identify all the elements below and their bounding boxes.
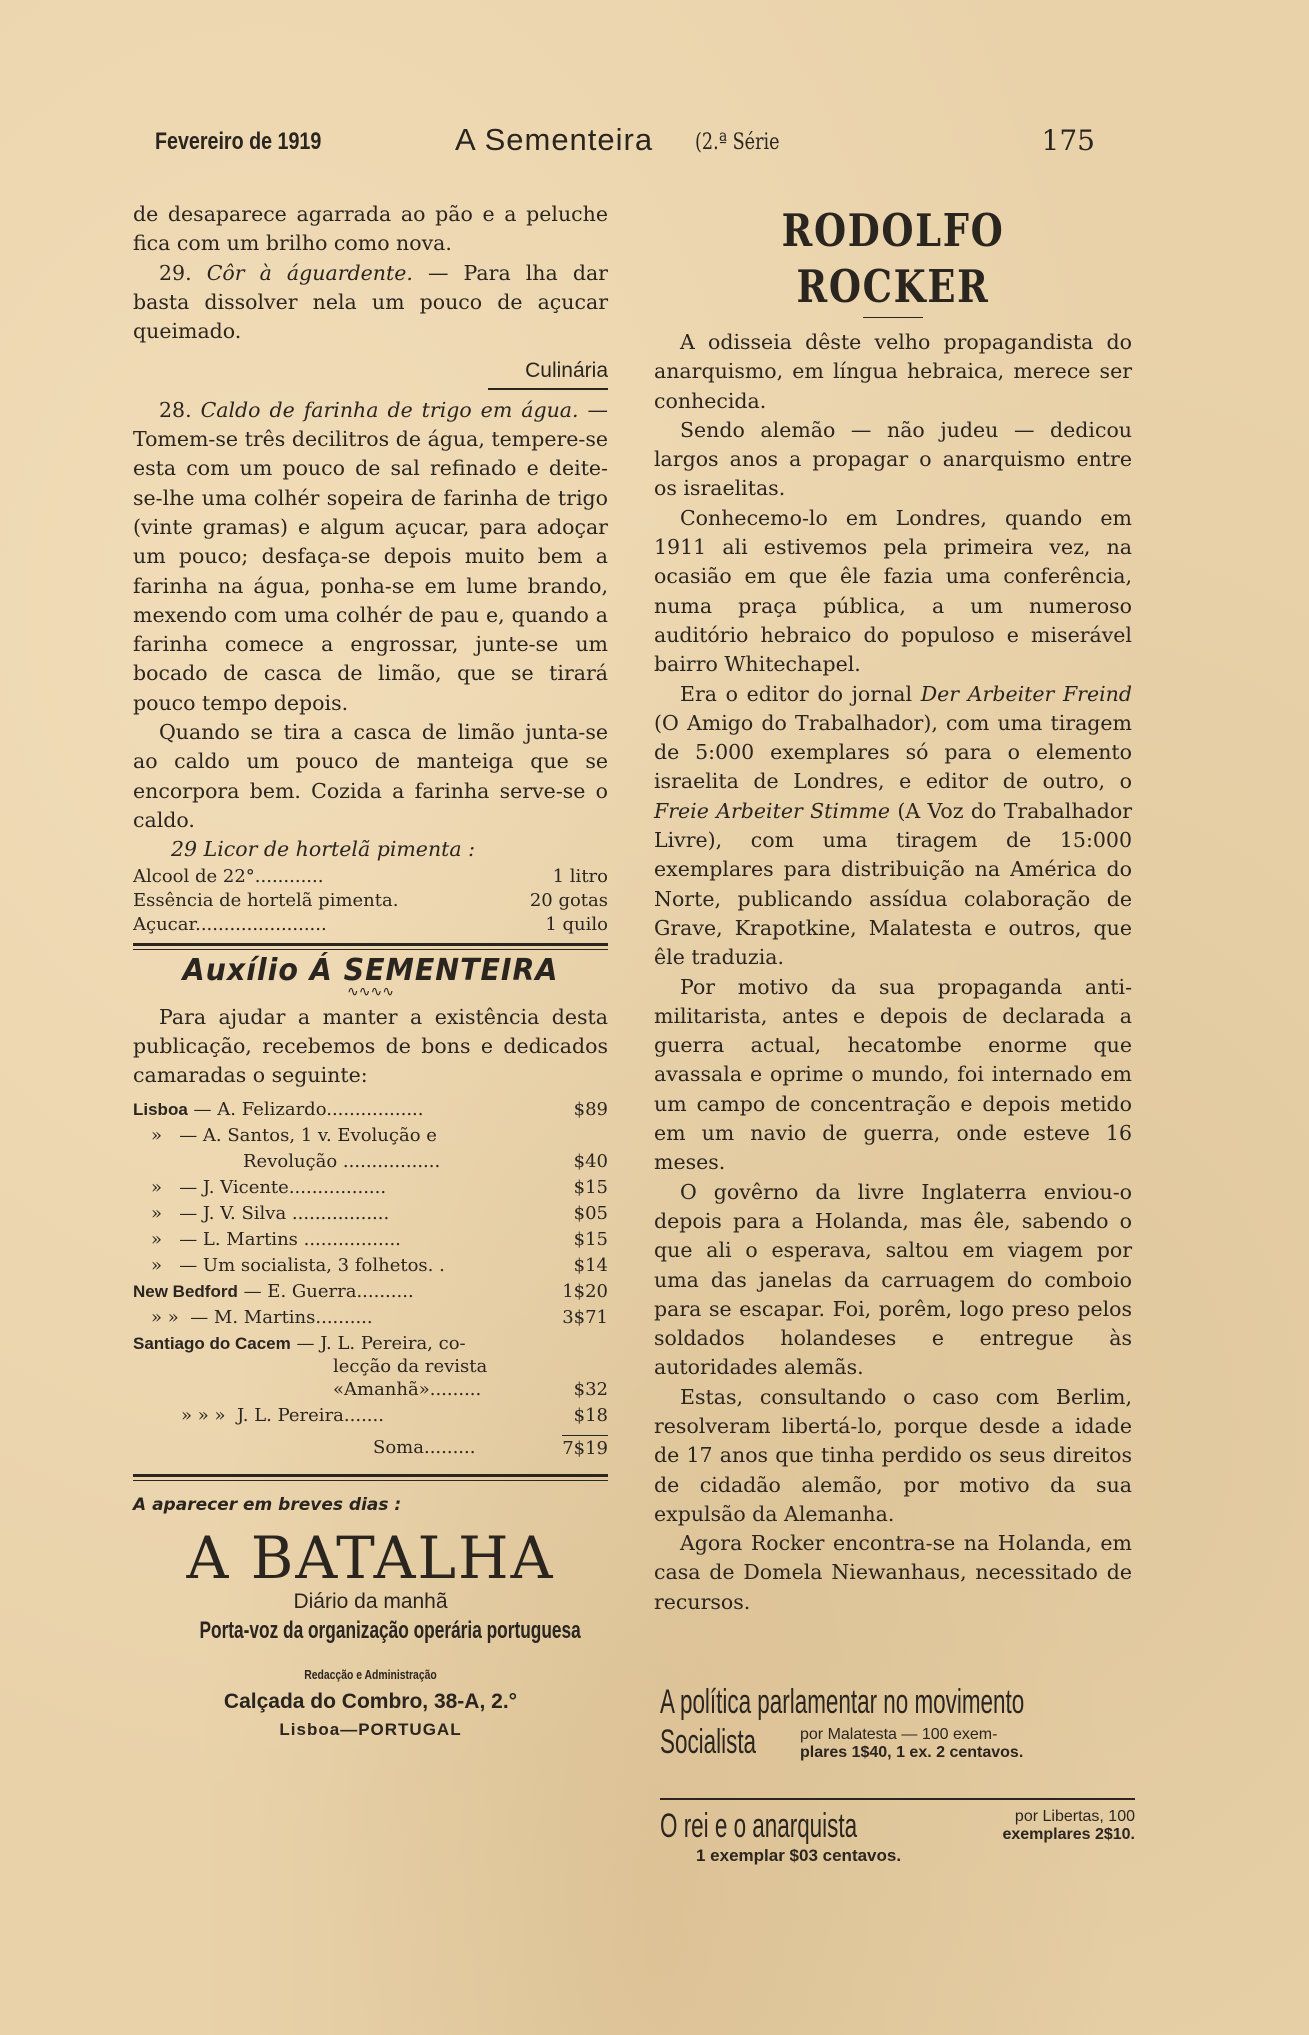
- donation-city: »: [151, 1228, 163, 1250]
- donation-amount: 3$71: [562, 1306, 608, 1328]
- advert-intro: A aparecer em breves dias :: [133, 1494, 402, 1515]
- ingredient-name: Açucar.......................: [133, 913, 327, 935]
- donation-donor: Revolução .................: [243, 1150, 441, 1172]
- donation-row: [133, 1357, 608, 1377]
- donation-amount: $05: [573, 1202, 608, 1224]
- header-series: (2.ª Série: [695, 130, 780, 155]
- donation-donor: — J. Vicente.................: [179, 1176, 387, 1198]
- donation-donor: — A. Santos, 1 v. Evolução e: [179, 1124, 437, 1146]
- item-number: 29.: [159, 260, 192, 285]
- donation-city: »: [151, 1254, 163, 1276]
- paragraph: Conhecemo-lo em Londres, quando em 1911 ali estivemos pela primeira vez, na ocasião em que êle fazia uma conferência, numa praça pública, a um numeroso auditório hebraico do populoso e miserável bairro Whitechapel.: [654, 505, 1132, 677]
- advert-detail: 1 exemplar $03 centavos.: [696, 1846, 902, 1865]
- donation-row: [133, 1253, 608, 1279]
- paragraph: Quando se tira a casca de limão junta-se ao caldo um pouco de manteiga que se encorpora bem. Cozida a farinha serve-se o caldo.: [133, 720, 608, 832]
- donation-donor: «Amanhã».........: [333, 1378, 482, 1400]
- ingredient-row: [133, 913, 608, 937]
- text-span: (O Amigo do Trabalhador), com uma tiragem de 5:000 exemplares só para o elemento israelita de Londres, e editor de outro, o: [654, 710, 1132, 794]
- donation-amount: $18: [573, 1404, 608, 1426]
- donation-amount: $40: [573, 1150, 608, 1172]
- donation-amount: $14: [573, 1254, 608, 1276]
- donation-city: »: [151, 1124, 163, 1146]
- ornament-divider: ∿∿∿∿: [347, 983, 394, 1000]
- recipe-title: 29 Licor de hortelã pimenta :: [171, 837, 476, 862]
- advert-batalha-title: A BATALHA: [186, 1524, 555, 1593]
- page-number: 175: [1041, 124, 1095, 157]
- advert-redacao: Redacção e Administração: [304, 1667, 437, 1683]
- advert-row: [660, 1806, 1135, 1846]
- ingredient-qty: 20 gotas: [529, 889, 608, 911]
- text-span: (A Voz do Trabalhador Livre), com uma tiragem de 15:000 exemplares para distribuição na América do Norte, publicando assídua colaboração de Grave, Krapotkine, Malatesta e outros, que êle traduzia.: [654, 798, 1133, 970]
- item-title: Côr à águardente.: [206, 260, 413, 285]
- divider: [133, 943, 608, 950]
- paragraph: Agora Rocker encontra-se na Holanda, em casa de Domela Niewanhaus, necessitado de recursos.: [654, 1531, 1132, 1614]
- donation-row: [133, 1279, 608, 1305]
- donation-amount: $15: [573, 1228, 608, 1250]
- section-title-auxilio: Auxílio Á SEMENTEIRA: [182, 952, 559, 988]
- advert-tagline: Porta-voz da organização operária portuguesa: [199, 1617, 581, 1645]
- donation-donor: — Um socialista, 3 folhetos. .: [179, 1254, 445, 1276]
- paragraph: [133, 259, 608, 347]
- divider: [133, 1474, 608, 1481]
- header-title: A Sementeira: [455, 122, 654, 157]
- donation-amount: $89: [573, 1098, 608, 1120]
- ingredient-name: Alcool de 22°............: [133, 865, 324, 887]
- ingredient-qty: 1 quilo: [545, 913, 608, 935]
- divider: [488, 388, 608, 390]
- header-date: Fevereiro de 1919: [155, 128, 322, 155]
- advert-title: Socialista: [660, 1723, 757, 1761]
- donation-amount: $15: [573, 1176, 608, 1198]
- paragraph: [133, 396, 608, 718]
- paragraph: de desaparece agarrada ao pão e a peluche fica com um brilho como nova.: [133, 202, 608, 256]
- donation-amount: $32: [573, 1378, 608, 1400]
- donation-donor: — M. Martins..........: [190, 1306, 373, 1328]
- donation-donor: lecção da revista: [333, 1355, 488, 1377]
- donation-row: [133, 1149, 608, 1175]
- donation-donor: — E. Guerra..........: [243, 1280, 414, 1302]
- donation-row: [133, 1331, 608, 1357]
- total-amount: 7$19: [562, 1435, 608, 1462]
- advert-title: A política parlamentar no movimento: [660, 1683, 1025, 1721]
- donation-row: [133, 1377, 608, 1403]
- donation-row: [133, 1305, 608, 1331]
- donation-city: New Bedford: [133, 1281, 238, 1301]
- journal-name: Der Arbeiter Freind: [920, 681, 1132, 706]
- donation-donor: — J. V. Silva .................: [179, 1202, 390, 1224]
- ingredient-row: [133, 889, 608, 913]
- donation-donor: — J. L. Pereira, co-: [296, 1332, 466, 1354]
- right-column: [654, 203, 1132, 1617]
- item-text: — Para lha dar basta dissolver nela um pouco de açucar queimado.: [133, 260, 608, 344]
- paragraph: Por motivo da sua propaganda anti-militarista, antes e depois de declarada a guerra actual, hecatombe enorme que avassala e oprime o mundo, foi internado em um campo de concentração e depois metido em um navio de guerra, onde esteve 16 meses.: [654, 974, 1132, 1175]
- ingredient-name: Essência de hortelã pimenta.: [133, 889, 399, 911]
- donation-donor: — A. Felizardo.................: [193, 1098, 424, 1120]
- paragraph: A odisseia dêste velho propagandista do anarquismo, em língua hebraica, merece ser conhecida.: [654, 330, 1132, 413]
- paragraph: Estas, consultando o caso com Berlim, resolveram libertá-lo, porque desde a idade de 17 anos que tinha perdido os seus direitos de cidadão alemão, por motivo da sua expulsão da Alemanha.: [654, 1384, 1132, 1526]
- section-label-culinaria: Culinária: [525, 359, 608, 383]
- advert-politica: [660, 1682, 1135, 1762]
- advert-row: [660, 1722, 1135, 1762]
- paragraph: [654, 680, 1132, 973]
- donation-city: Santiago do Cacem: [133, 1333, 291, 1353]
- advert-address: Calçada do Combro, 38-A, 2.°: [223, 1690, 518, 1714]
- advert-details: [910, 1808, 1135, 1844]
- advert-city: Lisboa—PORTUGAL: [279, 1720, 462, 1740]
- donation-donor: J. L. Pereira.......: [236, 1404, 384, 1426]
- donation-donor: — L. Martins .................: [179, 1228, 401, 1250]
- ingredient-row: [133, 865, 608, 889]
- donation-row: [133, 1403, 608, 1429]
- donation-city: » »: [151, 1306, 179, 1328]
- item-text: — Tomem-se três decilitros de água, tempere-se esta com um pouco de sal refinado e deite-se-lhe uma colhér sopeira de farinha de trigo (vinte gramas) e algum açucar, para adoçar um pouco; desfaça-se depois muito bem a farinha na água, ponha-se em lume brando, mexendo com uma colhér de pau e, quando a farinha comece a engrossar, junte-se um bocado de casca de limão, que se tirará pouco tempo depois.: [133, 397, 608, 715]
- left-column: [133, 200, 608, 1745]
- total-label: Soma.........: [373, 1436, 476, 1458]
- advert-detail: por Malatesta — 100 exem-: [800, 1726, 998, 1743]
- article-title: RODOLFO ROCKER: [781, 204, 1005, 313]
- donation-row: [133, 1201, 608, 1227]
- paragraph: Sendo alemão — não judeu — dedicou largos anos a propagar o anarquismo entre os israelitas.: [654, 417, 1132, 501]
- donation-city: Lisboa: [133, 1099, 188, 1119]
- advert-detail: por Libertas, 100: [1014, 1808, 1135, 1825]
- donation-row: [133, 1097, 608, 1123]
- donation-row: [133, 1227, 608, 1253]
- divider: [660, 1798, 1135, 1800]
- paragraph: Para ajudar a manter a existência desta publicação, recebemos de bons e dedicados camaradas o seguinte:: [133, 1004, 608, 1088]
- divider: [863, 317, 923, 318]
- item-number: 28.: [159, 397, 192, 422]
- item-title: Caldo de farinha de trigo em água.: [200, 397, 579, 422]
- donation-city: »: [151, 1176, 163, 1198]
- advert-rei: [660, 1806, 1135, 1866]
- donation-row: [133, 1123, 608, 1149]
- advert-detail: exemplares 2$10.: [1002, 1826, 1135, 1843]
- donation-city: » » »: [181, 1404, 226, 1426]
- donation-city: »: [151, 1202, 163, 1224]
- advert-detail: plares 1$40, 1 ex. 2 centavos.: [800, 1744, 1024, 1761]
- donation-list: [133, 1097, 608, 1462]
- advert-details: [800, 1726, 1023, 1762]
- ingredient-list: [133, 865, 608, 937]
- donation-amount: 1$20: [562, 1280, 608, 1302]
- ingredient-qty: 1 litro: [552, 865, 608, 887]
- journal-name: Freie Arbeiter Stimme: [654, 798, 890, 823]
- text-span: Era o editor do jornal: [680, 681, 913, 706]
- advert-title: O rei e o anarquista: [660, 1807, 858, 1845]
- paragraph: O govêrno da livre Inglaterra enviou-o depois para a Holanda, mas êle, sabendo o que ali o esperava, saltou em viagem por uma das janelas da carruagem do comboio para se escapar. Foi, porêm, logo preso pelos soldados holandeses e entregue às autoridades alemãs.: [654, 1179, 1132, 1380]
- page-header: [155, 118, 1095, 158]
- donation-row: [133, 1175, 608, 1201]
- advert-subtitle: Diário da manhã: [293, 1590, 448, 1614]
- donation-total-row: [133, 1435, 608, 1462]
